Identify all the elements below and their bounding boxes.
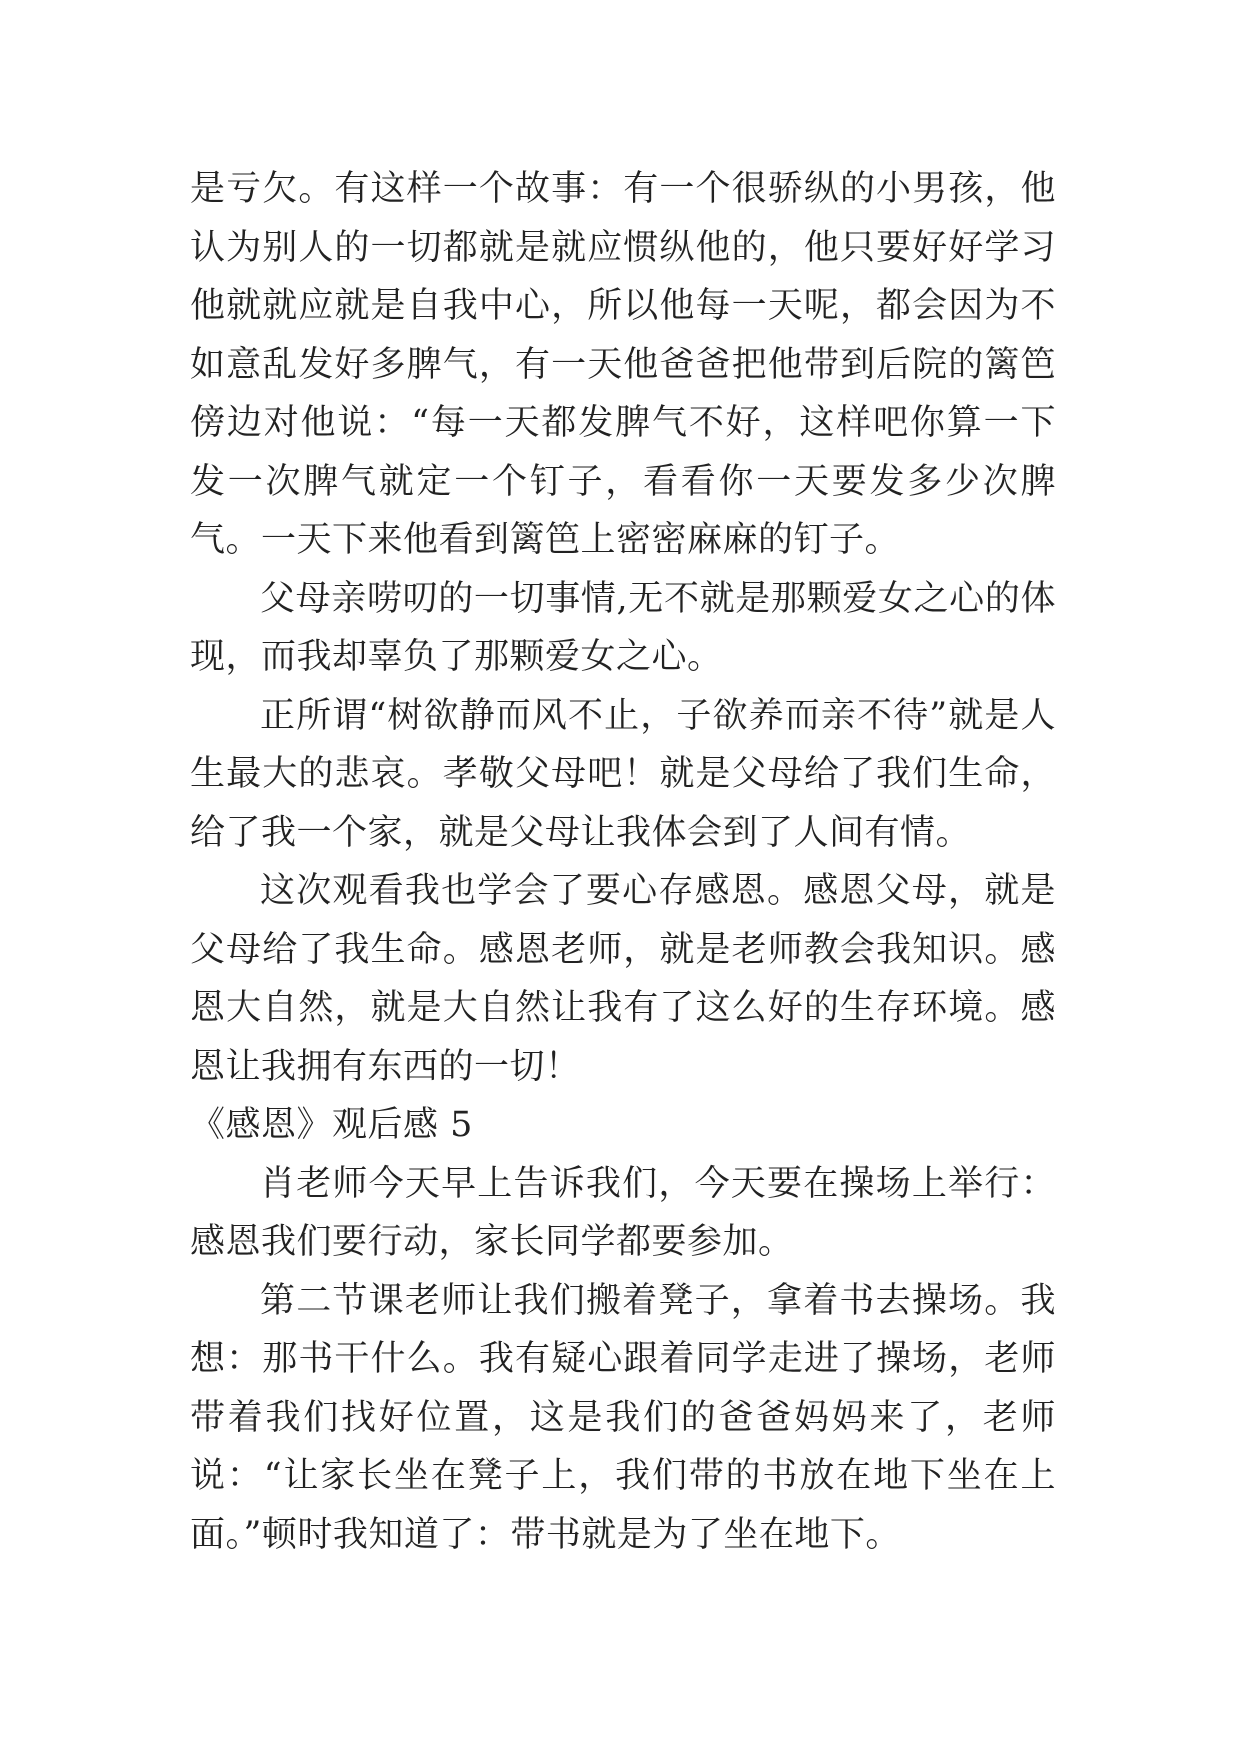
paragraph-story: 是亏欠。有这样一个故事：有一个很骄纵的小男孩，他认为别人的一切都就是就应惯纵他的，他只要好好学习他就就应就是自我中心，所以他每一天呢，都会因为不如意乱发好多脾气，有一天他爸爸把他带到后院的篱笆傍边对他说：“每一天都发脾气不好，这样吧你算一下发一次脾气就定一个钉子，看看你一天要发多少次脾气。一天下来他看到篱笆上密密麻麻的钉子。 xyxy=(190,169,1056,560)
paragraph-gratitude: 这次观看我也学会了要心存感恩。感恩父母，就是父母给了我生命。感恩老师，就是老师教会我知识。感恩大自然，就是大自然让我有了这么好的生存环境。感恩让我拥有东西的一切！ xyxy=(190,871,1056,1087)
paragraph-filial-piety: 正所谓“树欲静而风不止，子欲养而亲不待”就是人生最大的悲哀。孝敬父母吧！就是父母给了我们生命，给了我一个家，就是父母让我体会到了人间有情。 xyxy=(190,695,1056,853)
paragraph-teacher-announcement: 肖老师今天早上告诉我们，今天要在操场上举行：感恩我们要行动，家长同学都要参加。 xyxy=(190,1163,1056,1262)
paragraph-parents-nagging: 父母亲唠叨的一切事情,无不就是那颗爱女之心的体现，而我却辜负了那颗爱女之心。 xyxy=(190,578,1056,677)
section-heading: 《感恩》观后感 5 xyxy=(190,1105,473,1145)
document-body xyxy=(190,160,1056,1564)
paragraph-second-class: 第二节课老师让我们搬着凳子，拿着书去操场。我想：那书干什么。我有疑心跟着同学走进了操场，老师带着我们找好位置，这是我们的爸爸妈妈来了，老师说：“让家长坐在凳子上，我们带的书放在地下坐在上面。”顿时我知道了：带书就是为了坐在地下。 xyxy=(190,1280,1056,1555)
